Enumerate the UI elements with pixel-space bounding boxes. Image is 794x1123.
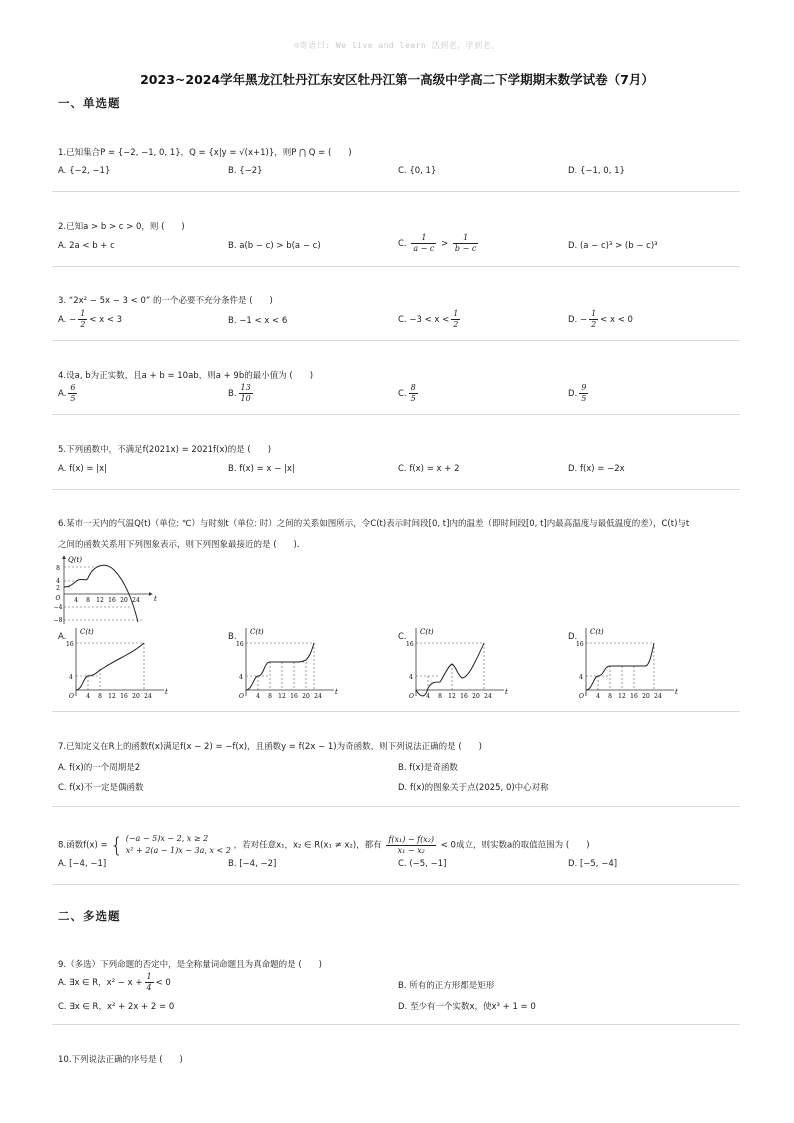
section-single-choice: 一、单选题 [58, 96, 121, 110]
x-axis-label: t [675, 688, 678, 696]
origin-label: O [579, 693, 584, 700]
curve [416, 643, 484, 696]
q5-option-a[interactable]: A. f(x) = |x| [58, 464, 108, 474]
q5-option-b[interactable]: B. f(x) = x − |x| [228, 464, 295, 474]
curve [586, 643, 654, 690]
x-tick: 12 [108, 693, 116, 700]
q5-option-d[interactable]: D. f(x) = −2x [568, 464, 625, 474]
section-multi-choice: 二、多选题 [58, 909, 121, 923]
y-tick: 4 [239, 674, 243, 681]
q1-option-d[interactable]: D. {−1, 0, 1} [568, 166, 625, 176]
fraction: $\frac{9}{5}$ [581, 383, 587, 403]
x-axis-label: t [505, 688, 508, 696]
y-tick: −4 [53, 604, 63, 611]
q7-option-c[interactable]: C. f(x)不一定是偶函数 [58, 783, 144, 793]
origin-label: O [69, 693, 74, 700]
divider [52, 806, 740, 807]
q8-stem-prefix: 8.函数f(x) = [58, 840, 108, 851]
fraction: $\frac{1}{4}$ [146, 972, 152, 992]
divider [52, 340, 740, 341]
question-9-stem: 9.（多选）下列命题的否定中，是全称量词命题且为真命题的是 ( ) [58, 960, 322, 970]
curve [246, 643, 314, 690]
x-tick: 16 [108, 597, 116, 604]
q6-option-a-label[interactable]: A. [58, 632, 67, 642]
divider [52, 266, 740, 267]
y-axis-label: C(t) [420, 628, 434, 636]
divider [52, 1024, 740, 1025]
x-tick: 12 [618, 693, 626, 700]
q4-option-a[interactable]: A. $\frac{6}{5}$ [58, 383, 76, 403]
q4-option-c[interactable]: C. $\frac{8}{5}$ [398, 383, 416, 403]
x-tick: 24 [314, 693, 322, 700]
x-tick: 16 [460, 693, 468, 700]
x-tick: 16 [120, 693, 128, 700]
question-3-stem: 3. “2x² − 5x − 3 < 0” 的一个必要不充分条件是 ( ) [58, 296, 273, 306]
q1-option-b[interactable]: B. {−2} [228, 166, 263, 176]
origin-label: O [55, 595, 61, 602]
x-tick: 8 [98, 693, 102, 700]
x-axis-label: t [165, 688, 168, 696]
q1-option-a[interactable]: A. {−2, −1} [58, 166, 111, 176]
q6-option-b-graph[interactable] [234, 624, 344, 700]
q6-option-c-graph[interactable] [404, 624, 514, 700]
y-tick: −8 [53, 617, 63, 624]
x-axis-label: t [154, 595, 157, 603]
y-tick: 16 [406, 641, 414, 648]
q8-option-b[interactable]: B. [−4, −2] [228, 859, 277, 869]
x-tick: 4 [86, 693, 90, 700]
x-tick: 24 [484, 693, 492, 700]
q9-option-a[interactable]: A. ∃x ∈ R，x² − x + $\frac{1}{4}$ < 0 [58, 972, 171, 992]
temperature-graph [52, 552, 167, 628]
q3-option-b[interactable]: B. −1 < x < 6 [228, 316, 288, 326]
x-tick: 12 [96, 597, 104, 604]
x-tick: 4 [426, 693, 430, 700]
q6-option-a-graph[interactable] [64, 624, 174, 700]
x-tick: 20 [472, 693, 480, 700]
x-tick: 24 [132, 597, 140, 604]
y-tick: 16 [66, 641, 74, 648]
q7-option-b[interactable]: B. f(x)是奇函数 [398, 763, 458, 773]
x-tick: 8 [608, 693, 612, 700]
fraction: $\frac{1}{2}$ [453, 309, 459, 329]
question-8-stem [58, 833, 590, 857]
question-4-stem: 4.设a, b为正实数，且a + b = 10ab，则a + 9b的最小值为 ( ) [58, 371, 314, 381]
q8-option-a[interactable]: A. [−4, −1] [58, 859, 107, 869]
x-tick: 20 [120, 597, 128, 604]
q9-option-b[interactable]: B. 所有的正方形都是矩形 [398, 981, 495, 991]
question-1-stem: 1.已知集合P = {−2, −1, 0, 1}，Q = {x|y = √(x+1)}，则P ⋂ Q = ( ) [58, 148, 352, 158]
q6-option-d-label[interactable]: D. [568, 632, 578, 642]
curve [76, 643, 144, 690]
q4-option-b[interactable]: B. $\frac{13}{10}$ [228, 383, 251, 403]
piecewise: (−a − 5)x − 2, x ≥ 2 x² + 2(a − 1)x − 3a, x < 2 [125, 834, 231, 855]
q7-option-a[interactable]: A. f(x)的一个周期是2 [58, 763, 141, 773]
q1-option-c[interactable]: C. {0, 1} [398, 166, 437, 176]
x-tick: 4 [256, 693, 260, 700]
x-tick: 4 [74, 597, 78, 604]
watermark: ☺寄语曰: We live and learn 活到老，学到老。 [294, 41, 500, 50]
x-tick: 8 [86, 597, 90, 604]
fraction: $\frac{1}{2}$ [591, 309, 597, 329]
y-tick: 2 [56, 585, 60, 592]
x-tick: 20 [642, 693, 650, 700]
y-tick: 4 [56, 578, 60, 585]
divider [52, 884, 740, 885]
x-tick: 16 [290, 693, 298, 700]
x-tick: 12 [448, 693, 456, 700]
question-6-stem-line2: 之间的函数关系用下列图象表示，则下列图象最接近的是 ( )． [58, 540, 306, 550]
x-tick: 16 [630, 693, 638, 700]
q2-option-b[interactable]: B. a(b − c) > b(a − c) [228, 241, 321, 251]
q3-option-d[interactable]: D. − $\frac{1}{2}$ < x < 0 [568, 309, 633, 329]
origin-label: O [409, 693, 414, 700]
fraction: $\frac{1}{2}$ [80, 309, 86, 329]
q3-option-a[interactable]: A. − $\frac{1}{2}$ < x < 3 [58, 309, 123, 329]
q6-option-c-label[interactable]: C. [398, 632, 407, 642]
page-title: 2023~2024学年黑龙江牡丹江东安区牡丹江第一高级中学高二下学期期末数学试卷（7月） [140, 72, 654, 87]
y-axis-label: C(t) [250, 628, 264, 636]
fraction: $\frac{\text{f(x₁) − f(x₂)}}{\text{x₁ − x₂}}$ [388, 834, 435, 855]
fraction: $\frac{8}{5}$ [410, 383, 416, 403]
y-axis-label: C(t) [590, 628, 604, 636]
y-tick: 4 [579, 674, 583, 681]
divider [52, 489, 740, 490]
question-6-stem-line1: 6.某市一天内的气温Q(t)（单位: ℃）与时刻t（单位: 时）之间的关系如图所示，令C(t)表示时间段[0, t]内的温差（即时间段[0, t]内最高温度与最低温度的差），C(t)与t [58, 519, 690, 529]
divider [52, 191, 740, 192]
y-tick: 8 [56, 565, 60, 572]
q4-option-d[interactable]: D. $\frac{9}{5}$ [568, 383, 587, 403]
q2-option-c-label: C. [398, 239, 407, 249]
fraction: $\frac{1}{a - c}$ [413, 233, 435, 253]
q8-option-d[interactable]: D. [−5, −4] [568, 859, 618, 869]
q7-option-d[interactable]: D. f(x)的图象关于点(2025, 0)中心对称 [398, 783, 549, 793]
x-axis-label: t [335, 688, 338, 696]
q3-option-c[interactable]: C. −3 < x < $\frac{1}{2}$ [398, 309, 459, 329]
x-tick: 12 [278, 693, 286, 700]
y-tick: 16 [236, 641, 244, 648]
x-tick: 20 [132, 693, 140, 700]
q2-option-d[interactable]: D. (a − c)³ > (b − c)³ [568, 241, 658, 251]
question-2-stem: 2.已知a > b > c > 0，则 ( ) [58, 222, 185, 232]
fraction: $\frac{13}{10}$ [240, 383, 251, 403]
fraction: $\frac{6}{5}$ [70, 383, 76, 403]
q8-stem-middle: ，若对任意x₁，x₂ ∈ R(x₁ ≠ x₂)，都有 [233, 840, 382, 851]
divider [52, 711, 740, 712]
x-tick: 24 [144, 693, 152, 700]
q5-option-c[interactable]: C. f(x) = x + 2 [398, 464, 460, 474]
q6-option-b-label[interactable]: B. [228, 632, 237, 642]
y-tick: 16 [576, 641, 584, 648]
x-tick: 24 [654, 693, 662, 700]
x-tick: 4 [596, 693, 600, 700]
q2-option-c[interactable]: C. $\frac{1}{a - c}$ > $\frac{1}{b - c}$ [398, 233, 477, 253]
question-7-stem: 7.已知定义在R上的函数f(x)满足f(x − 2) = −f(x)，且函数y = f(2x − 1)为奇函数，则下列说法正确的是 ( ) [58, 742, 482, 752]
x-tick: 20 [302, 693, 310, 700]
q8-option-c[interactable]: C. (−5, −1] [398, 859, 447, 869]
brace-icon: { [110, 833, 124, 857]
y-axis-label: Q(t) [68, 556, 83, 564]
q2-option-a[interactable]: A. 2a < b + c [58, 241, 115, 251]
fraction: $\frac{1}{b - c}$ [454, 233, 477, 253]
x-tick: 8 [438, 693, 442, 700]
q8-stem-suffix: < 0成立，则实数a的取值范围为 ( ) [440, 840, 590, 851]
y-tick: 4 [409, 674, 413, 681]
question-5-stem: 5.下列函数中，不满足f(2021x) = 2021f(x)的是 ( ) [58, 445, 272, 455]
y-axis-label: C(t) [80, 628, 94, 636]
q6-option-d-graph[interactable] [574, 624, 684, 700]
divider [52, 414, 740, 415]
q9-option-d[interactable]: D. 至少有一个实数x，使x³ + 1 = 0 [398, 1002, 536, 1012]
q9-option-c[interactable]: C. ∃x ∈ R，x² + 2x + 2 = 0 [58, 1002, 175, 1012]
x-tick: 8 [268, 693, 272, 700]
question-10-stem: 10.下列说法正确的序号是 ( ) [58, 1055, 183, 1065]
origin-label: O [239, 693, 244, 700]
y-tick: 4 [69, 674, 73, 681]
